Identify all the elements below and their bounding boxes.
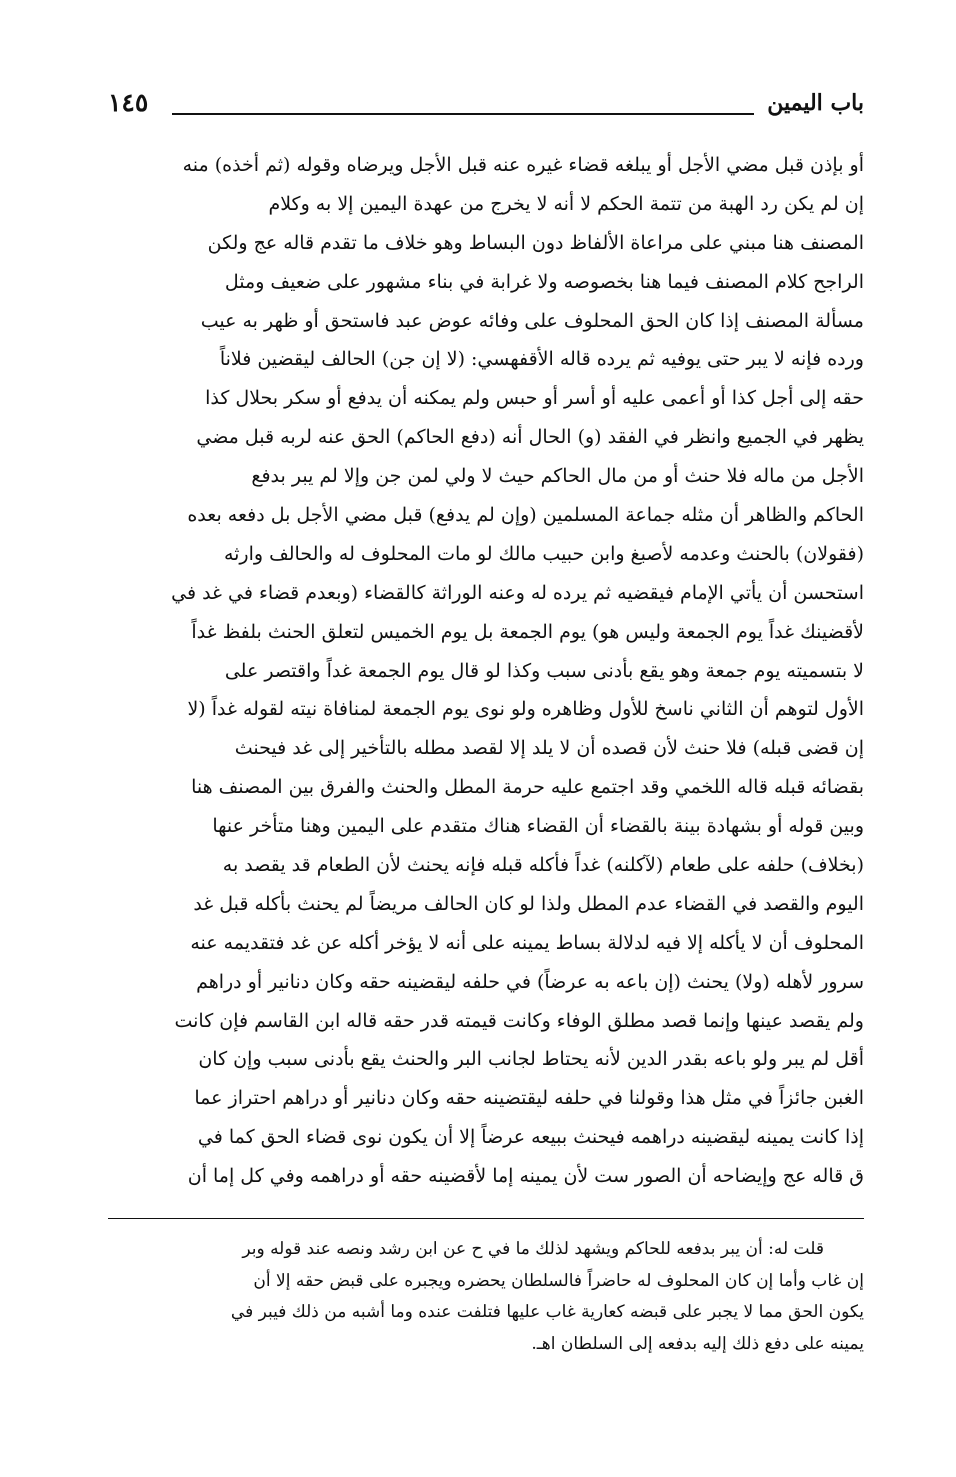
chapter-title: باب اليمين [767,90,864,116]
text-line: إن قضى قبله) فلا حنث لأن قصده أن لا يلد إلا لقصد مطله بالتأخير إلى غد فيحنث [234,737,864,760]
text-line: يظهر في الجميع وانظر في الفقد (و) الحال أنه (دفع الحاكم) الحق عنه لربه قبل مضي [196,426,864,449]
text-line: المحلوف أن لا يأكله إلا فيه لدلالة بساط يمينه على أنه لا يؤخر أكله عن غد فتقديمه عنه [190,931,864,954]
footnote-line: يمينه على دفع ذلك إليه بدفعه إلى السلطان اهـ. [531,1333,864,1354]
text-line: لا بتسميته يوم جمعة وهو يقع بأدنى سبب وكذا لو قال يوم الجمعة غداً واقتصر على [224,659,864,682]
text-line: سرور لأهله (ولا) يحنث (إن باعه به عرضاً) في حلفه ليقضينه حقه وكان دنانير أو دراهم [196,970,864,993]
text-line: ولم يقصد عينها وإنما قصد مطلق الوفاء وكانت قيمته قدر حقه قاله ابن القاسم فإن كانت [174,1009,864,1032]
text-line: المصنف هنا مبني على مراعاة الألفاظ دون البساط وهو خلاف ما تقدم قاله عج ولكن [207,231,864,254]
text-line: الراجح كلام المصنف فيما هنا بخصوصه ولا غرابة في بناء مشهور على ضعيف ومثل [224,270,864,293]
footnote-line: إن غاب وأما إن كان المحلوف له حاضراً فالسلطان يحضره ويجبره على قبض حقه إلا أن [253,1270,864,1291]
footnote-line: قلت له: أن يبر بدفعه للحاكم ويشهد لذلك ما في ح عن ابن رشد ونصه عند قوله وبر [242,1239,824,1259]
text-line: إن لم يكن رد الهبة من تتمة الحكم لا أنه لا يخرج من عهدة اليمين إلا به وكلام [268,192,864,215]
text-line: مسألة المصنف إذا كان الحق المحلوف على وفائه عوض عبد فاستحق أو ظهر به عيب [200,309,864,332]
text-line: وبين قوله أو بشهادة بينة بالقضاء أن القضاء هناك متقدم على اليمين وهنا متأخر عنها [212,815,864,838]
text-line: حقه إلى أجل كذا أو أعمى عليه أو أسر أو حبس ولم يمكنه أن يدفع أو سكر بحلال كذا [205,387,864,410]
text-line: إذا كانت يمينه ليقضينه دراهمه فيحنث ببيعه عرضاً إلا أن يكون نوى قضاء الحق كما في [197,1126,864,1149]
text-line: ق قاله عج وإيضاحه أن الصور ست لأن يمينه إما لأقضينه حقه أو دراهمه وفي كل إما أن [187,1165,864,1188]
text-line: الغبن جائزاً في مثل هذا وقولنا في حلفه ليقتضينه حقه وكان دنانير أو دراهم احتراز عما [194,1087,864,1110]
text-line: ورده فإنه لا يبر حتى يوفيه ثم يرده قاله الأقفهسي: (لا إن جن) الحالف ليقضين فلاناً [219,348,864,371]
text-line: أو بإذن قبل مضي الأجل أو يبلغه قضاء غيره عنه قبل الأجل ويرضاه وقوله (ثم أخذه) منه [182,154,864,176]
text-line: (فقولان) بالحنث وعدمه لأصبغ وابن حبيب مالك لو مات المحلوف له والحالف وارثه [223,542,864,565]
text-line: أقل لم يبر ولو باعه بقدر الدين لأنه يحتاط لجانب البر والحنث يقع بأدنى سبب وإن كان [198,1048,864,1071]
page-number: ١٤٥ [108,88,149,117]
footnote-line: يكون الحق مما لا يجبر على قبضه كعارية غاب عليها فتلفت عنده وما أشبه من ذلك فيبر في [230,1302,864,1322]
footnote-separator [108,1218,864,1219]
text-line: اليوم والقصد في القضاء عدم المطل ولذا لو كان الحالف مريضاً لم يحنث بأكله قبل غد [193,892,864,915]
text-line: لأقضينك غداً يوم الجمعة وليس هو) يوم الجمعة بل يوم الخميس لتعلق الحنث بلفظ غداً [191,620,864,643]
text-line: بقضائه قبله قاله اللخمي وقد اجتمع عليه حرمة المطل والحنث والفرق بين المصنف هنا [191,776,864,799]
main-text [108,146,864,1196]
footnote [108,1234,864,1360]
text-line: (بخلاف) حلفه على طعام (لآكلنه) غداً فأكله قبله فإنه يحنث لأن الطعام قد يقصد به [222,854,864,877]
running-header [108,86,864,126]
text-line: الحاكم والظاهر أن مثله جماعة المسلمين (وإن لم يدفع) قبل مضي الأجل بل دفعه بعده [187,504,864,527]
text-line: استحسن أن يأتي الإمام فيقضيه ثم يرده له وعنه الوراثة كالقضاء (وبعدم قضاء في غد في [171,581,864,604]
header-rule [172,113,754,115]
text-line: الأول لتوهم أن الثاني ناسخ للأول وظاهره ولو نوى يوم الجمعة لمنافاة نيته لقوله غداً (لا [187,698,864,721]
text-line: الأجل من ماله فلا حنث أو من مال الحاكم حيث لا ولي لمن جن وإلا لم يبر بدفع [251,465,864,488]
